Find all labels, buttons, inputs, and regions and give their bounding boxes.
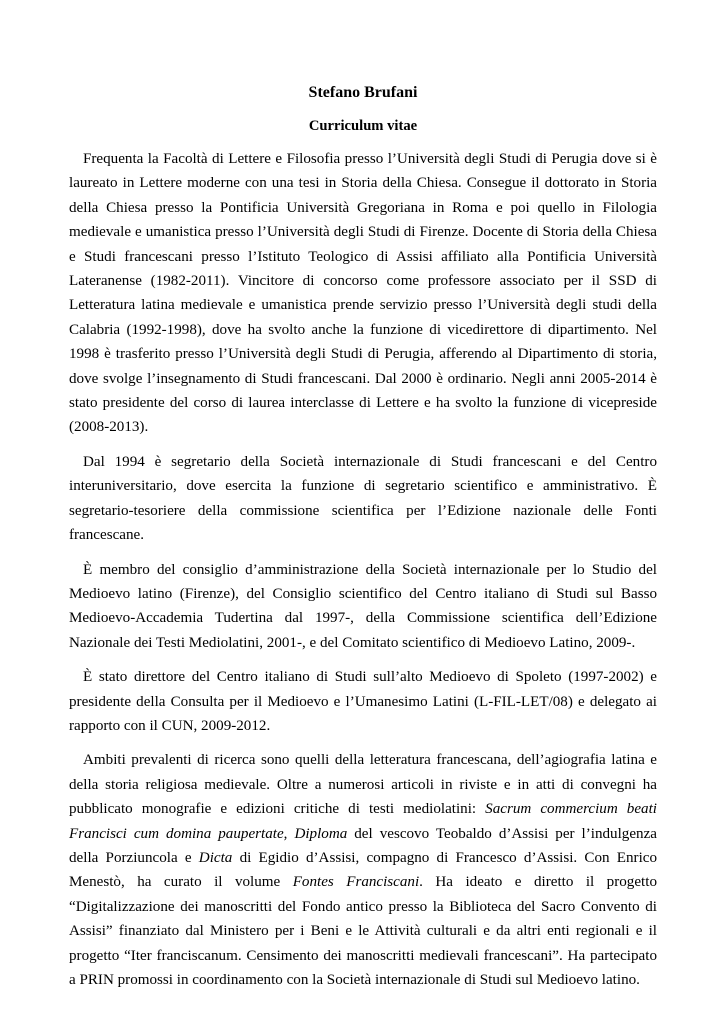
cv-paragraph <box>69 147 657 440</box>
text-run: di Egidio d’Assisi, compagno di Francesco d’Assisi. Con Enrico Menestò, ha curato il volume <box>69 849 658 891</box>
italic-title: Dicta <box>198 849 233 866</box>
italic-title: Fontes Franciscani <box>292 874 420 891</box>
text-run: . Ha ideato e diretto il progetto “Digitalizzazione dei manoscritti del Fondo antico presso la Biblioteca del Sacro Convento di Assisi” finanziato dal Ministero per i Beni e le Attività culturali e da altri enti regionali e il progetto “Iter franciscanum. Censimento dei manoscritti medievali francescani”. Ha partecipato a PRIN promossi in coordinamento con la Società internazionale di Studi sul Medioevo latino. <box>69 874 657 988</box>
text-run: Dal 1994 è segretario della Società internazionale di Studi francescani e del Centro interuniversitario, dove esercita la funzione di segretario scientifico e amministrativo. È segretario-tesoriere della commissione scientifica per l’Edizione nazionale delle Fonti francescane. <box>69 453 657 544</box>
document-heading: Curriculum vitae <box>308 118 418 134</box>
cv-body <box>69 147 657 1002</box>
cv-paragraph <box>69 748 657 992</box>
italic-title: Diploma <box>294 825 348 842</box>
text-run: , <box>283 825 295 842</box>
cv-paragraph <box>69 665 657 738</box>
text-run: del vescovo Teobaldo d’Assisi per l’indulgenza della Porziuncola e <box>69 825 657 866</box>
text-run: Ambiti prevalenti di ricerca sono quelli della letteratura francescana, dell’agiografia latina e della storia religiosa medievale. Oltre a numerosi articoli in riviste e in atti di convegni ha pubblicato monografie e edizioni critiche di testi mediolatini: <box>69 752 657 818</box>
text-run: Frequenta la Facoltà di Lettere e Filosofia presso l’Università degli Studi di Perugia dove si è laureato in Lettere moderne con una tesi in Storia della Chiesa. Consegue il dottorato in Storia della Chiesa presso la Pontificia Università Gregoriana in Roma e poi quello in Filologia medievale e umanistica presso l’Università degli Studi di Firenze. Docente di Storia della Chiesa e Studi francescani presso l’Istituto Teologico di Assisi affiliato alla Pontificia Università Lateranense (1982-2011). Vincitore di concorso come professore associato per il SSD di Letteratura latina medievale e umanistica prende servizio presso l’Università degli studi della Calabria (1992-1998), dove ha svolto anche la funzione di vicedirettore di dipartimento. Nel 1998 è trasferito presso l’Università degli Studi di Perugia, afferendo al Dipartimento di storia, dove svolge l’insegnamento di Studi francescani. Dal 2000 è ordinario. Negli anni 2005-2014 è stato presidente del corso di laurea interclasse di Lettere e ha svolto la funzione di vicepreside (2008-2013). <box>69 151 657 436</box>
cv-paragraph <box>69 558 657 656</box>
cv-paragraph <box>69 450 657 548</box>
italic-title: Sacrum commercium beati Francisci cum domina paupertate <box>69 801 657 842</box>
author-name: Stefano Brufani <box>308 84 418 101</box>
text-run: È membro del consiglio d’amministrazione della Società internazionale per lo Studio del Medioevo latino (Firenze), del Consiglio scientifico del Centro italiano di Studi sul Basso Medioevo-Accademia Tudertina dal 1997-, della Commissione scientifica dell’Edizione Nazionale dei Testi Mediolatini, 2001-, e del Comitato scientifico di Medioevo Latino, 2009-. <box>69 561 657 651</box>
text-run: È stato direttore del Centro italiano di Studi sull’alto Medioevo di Spoleto (1997-2002) e presidente della Consulta per il Medioevo e l’Umanesimo Latini (L-FIL-LET/08) e delegato ai rapporto con il CUN, 2009-2012. <box>69 669 657 734</box>
